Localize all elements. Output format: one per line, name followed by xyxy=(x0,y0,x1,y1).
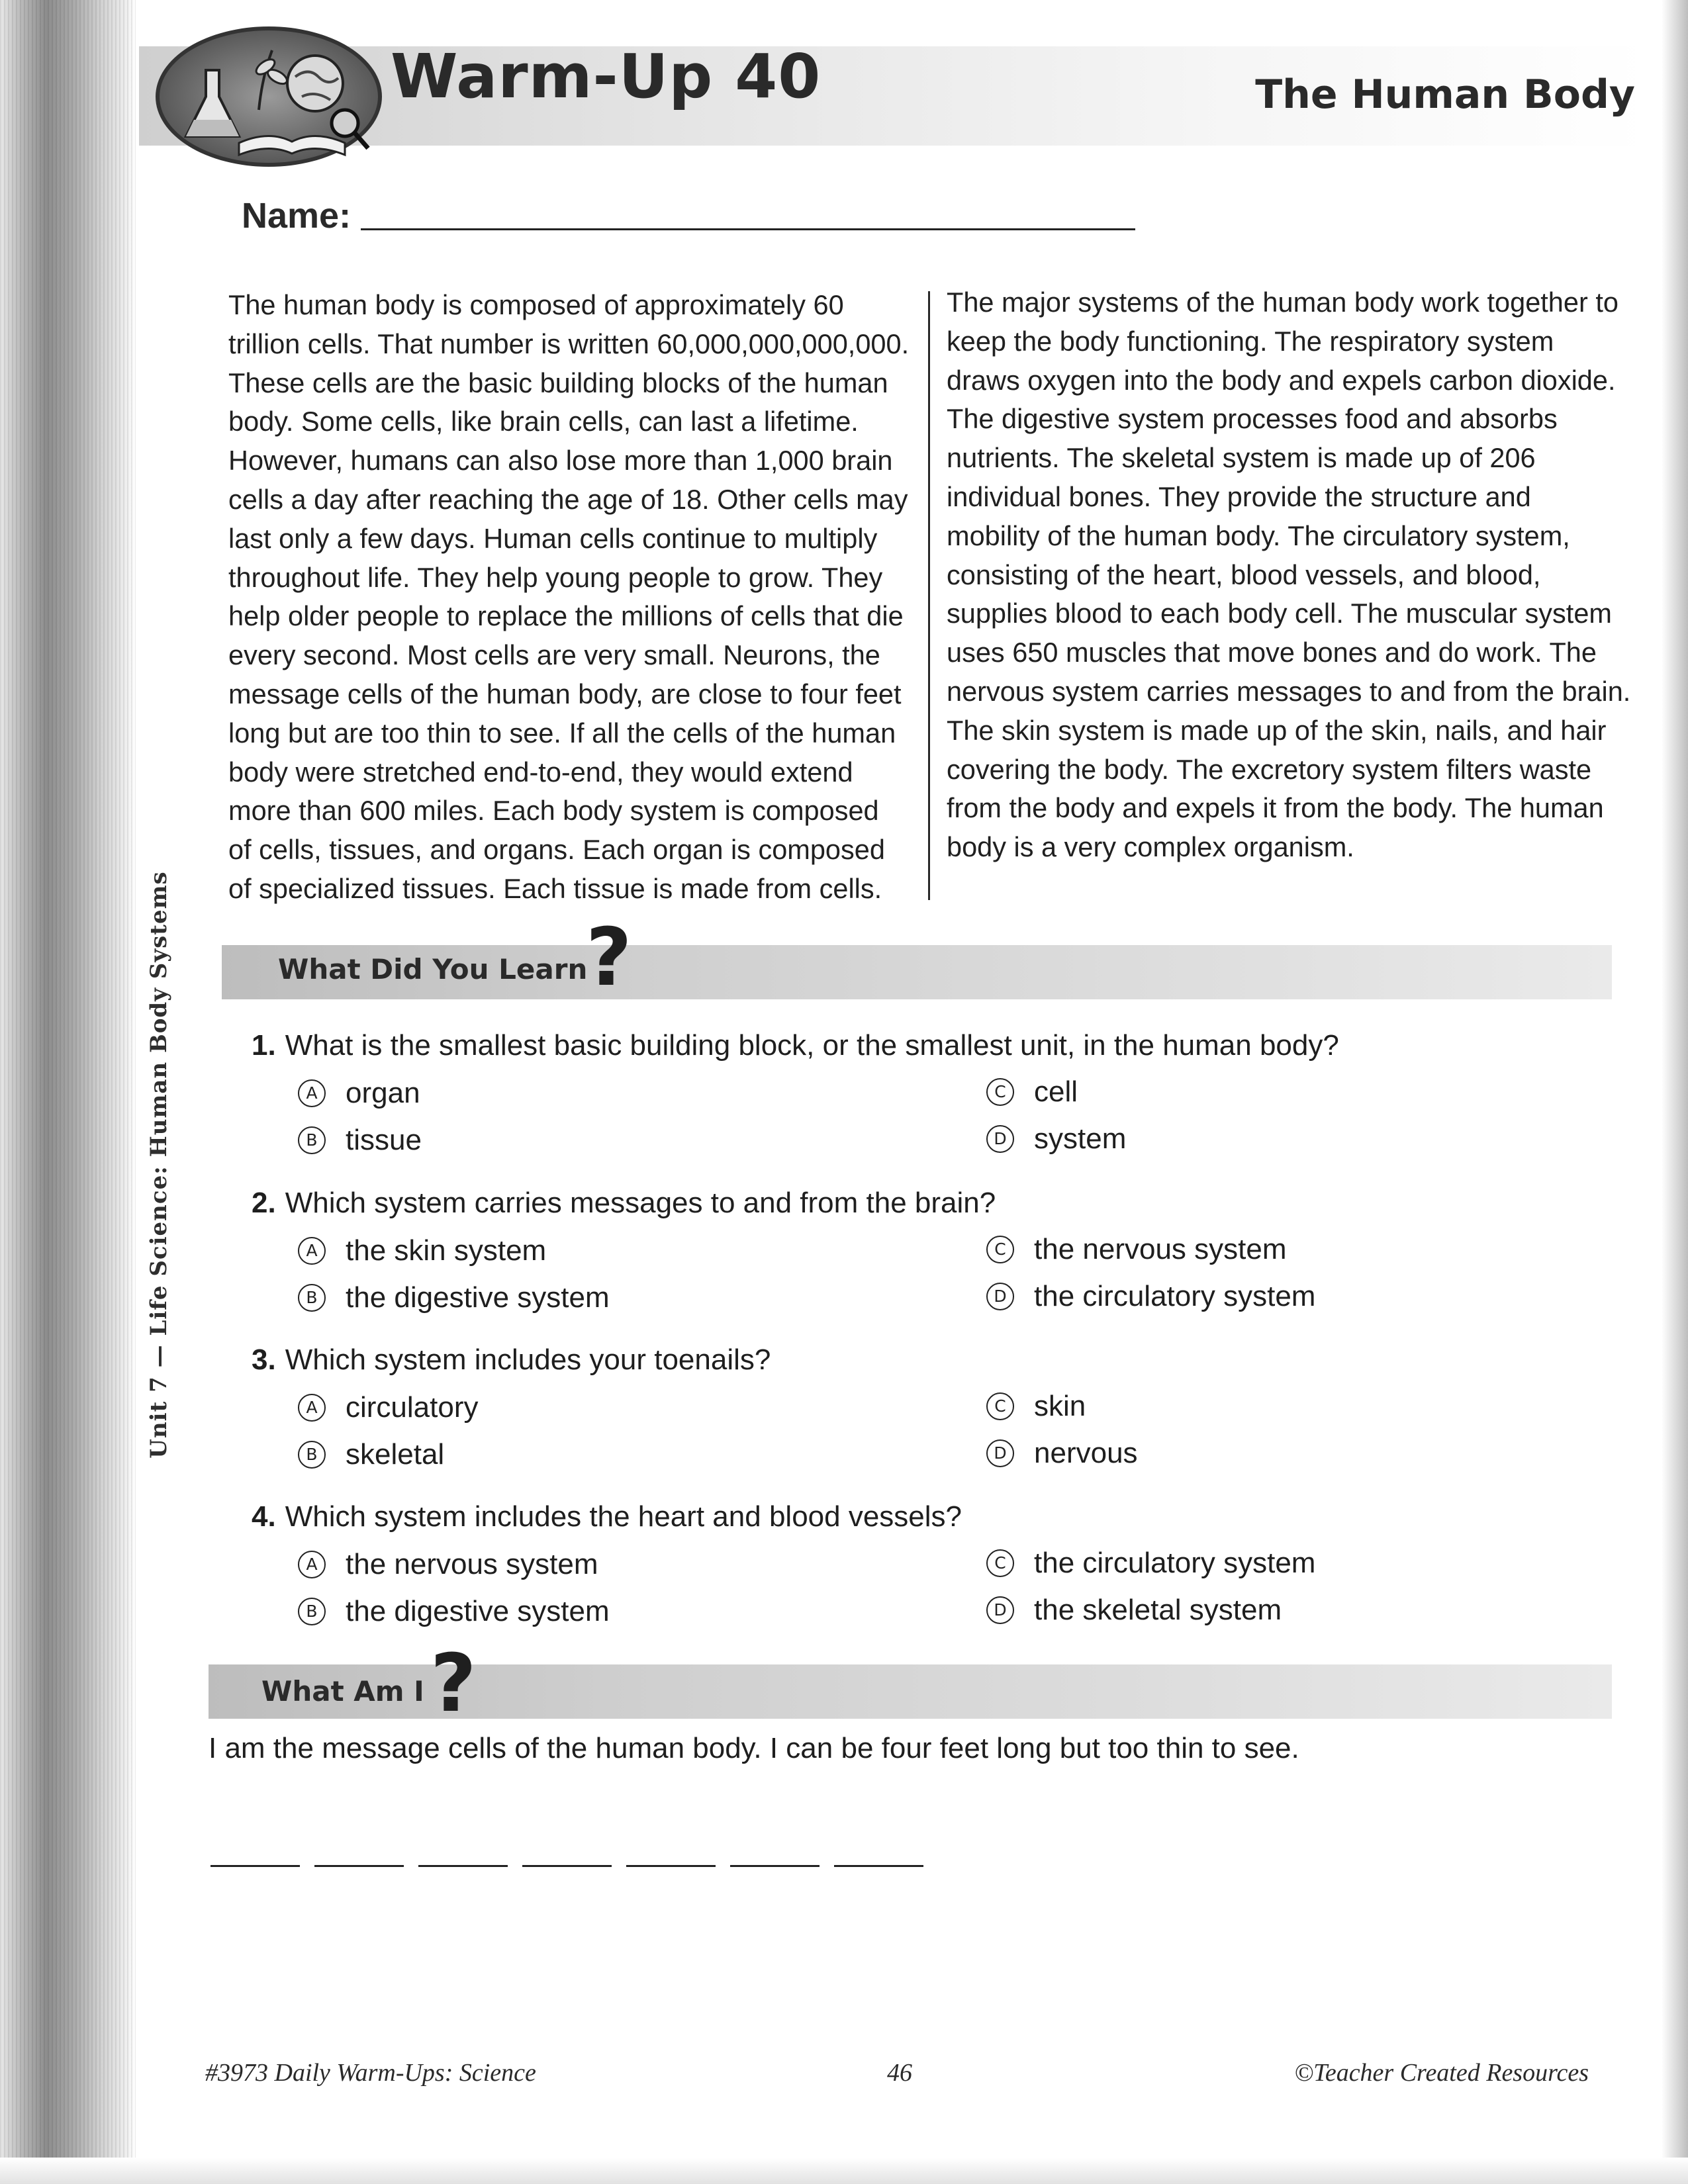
unit-side-label: Unit 7 — Life Science: Human Body Systems xyxy=(146,871,172,1459)
passage-line: These cells are the basic building blocks of the human xyxy=(228,367,888,398)
question-text: Which system includes the heart and blood vessels? xyxy=(285,1500,962,1533)
answer-text: the nervous system xyxy=(346,1548,598,1580)
answer-text: circulatory xyxy=(346,1391,479,1424)
answer-option-d[interactable] xyxy=(986,1280,1315,1313)
answer-bubble[interactable]: C xyxy=(986,1078,1014,1106)
answer-bubble[interactable]: C xyxy=(986,1392,1014,1420)
answer-option-d[interactable] xyxy=(986,1594,1282,1627)
passage-left-column xyxy=(228,286,917,909)
answer-bubble[interactable]: A xyxy=(298,1551,326,1578)
passage-line: of cells, tissues, and organs. Each organ is composed xyxy=(228,834,885,866)
answer-bubble[interactable]: B xyxy=(298,1284,326,1312)
answer-option-b[interactable] xyxy=(298,1124,422,1157)
question-stem xyxy=(252,1500,962,1533)
answer-text: organ xyxy=(346,1077,420,1109)
answer-blank[interactable] xyxy=(730,1865,820,1867)
warmup-title: Warm-Up 40 xyxy=(391,41,821,112)
answer-option-d[interactable] xyxy=(986,1122,1126,1156)
question-mark-icon: ? xyxy=(430,1638,477,1730)
answer-bubble[interactable]: C xyxy=(986,1549,1014,1577)
passage-line: mobility of the human body. The circulatory system, xyxy=(947,520,1570,551)
question-number: 2. xyxy=(252,1187,276,1219)
question-text: Which system includes your toenails? xyxy=(285,1343,771,1376)
answer-blank[interactable] xyxy=(834,1865,923,1867)
passage-line: body were stretched end-to-end, they would extend xyxy=(228,756,853,788)
answer-blank[interactable] xyxy=(418,1865,508,1867)
answer-blank[interactable] xyxy=(522,1865,612,1867)
passage-line: uses 650 muscles that move bones and do work. The xyxy=(947,637,1597,668)
question-mark-icon: ? xyxy=(586,912,632,1004)
scan-binding-edge xyxy=(0,0,136,2184)
question-number: 1. xyxy=(252,1029,276,1062)
topic-title: The Human Body xyxy=(1255,71,1635,118)
question-number: 4. xyxy=(252,1500,276,1533)
passage-line: The digestive system processes food and absorbs xyxy=(947,403,1558,435)
answer-blank[interactable] xyxy=(211,1865,300,1867)
answer-bubble[interactable]: B xyxy=(298,1126,326,1154)
answer-option-a[interactable] xyxy=(298,1234,546,1267)
what-did-you-learn-title: What Did You Learn xyxy=(278,953,588,985)
passage-line: body is a very complex organism. xyxy=(947,831,1354,863)
answer-bubble[interactable]: A xyxy=(298,1394,326,1422)
footer-book-title: #3973 Daily Warm-Ups: Science xyxy=(205,2059,536,2087)
passage-line: The skin system is made up of the skin, nails, and hair xyxy=(947,714,1607,746)
passage-line: covering the body. The excretory system filters waste xyxy=(947,753,1592,785)
passage-line: long but are too thin to see. If all the cells of the human xyxy=(228,717,896,749)
passage-line: nutrients. The skeletal system is made up of 206 xyxy=(947,442,1536,474)
name-input-line[interactable] xyxy=(361,228,1135,230)
passage-line: throughout life. They help young people to grow. They xyxy=(228,561,883,593)
footer-page-number: 46 xyxy=(887,2059,912,2087)
what-did-you-learn-bar xyxy=(222,912,1612,1004)
answer-text: the skin system xyxy=(346,1234,547,1267)
what-am-i-title: What Am I xyxy=(261,1675,424,1707)
answer-option-b[interactable] xyxy=(298,1281,610,1314)
passage-line: nervous system carries messages to and from the brain. xyxy=(947,675,1631,707)
answer-bubble[interactable]: D xyxy=(986,1596,1014,1624)
passage-line: cells a day after reaching the age of 18. Other cells may xyxy=(228,483,908,515)
scan-right-edge xyxy=(1662,0,1688,2184)
passage-line: draws oxygen into the body and expels carbon dioxide. xyxy=(947,364,1616,396)
passage-line: keep the body functioning. The respiratory system xyxy=(947,325,1554,357)
answer-bubble[interactable]: D xyxy=(986,1439,1014,1467)
answer-text: tissue xyxy=(346,1124,422,1156)
passage-line: more than 600 miles. Each body system is composed xyxy=(228,795,879,827)
passage-line: individual bones. They provide the structure and xyxy=(947,480,1531,512)
answer-option-c[interactable] xyxy=(986,1547,1315,1580)
question-text: Which system carries messages to and from the brain? xyxy=(285,1187,996,1219)
question-number: 3. xyxy=(252,1343,276,1376)
question-stem xyxy=(252,1029,1339,1062)
passage-line: trillion cells. That number is written 60,000,000,000,000. xyxy=(228,328,910,359)
answer-bubble[interactable]: C xyxy=(986,1236,1014,1263)
passage-line: body. Some cells, like brain cells, can last a lifetime. xyxy=(228,406,859,437)
answer-bubble[interactable]: D xyxy=(986,1125,1014,1153)
science-lab-icon xyxy=(156,26,382,167)
passage-line: every second. Most cells are very small. Neurons, the xyxy=(228,639,880,671)
answer-option-c[interactable] xyxy=(986,1233,1287,1266)
passage-line: of specialized tissues. Each tissue is made from cells. xyxy=(228,872,882,904)
answer-option-c[interactable] xyxy=(986,1390,1086,1423)
passage-line: consisting of the heart, blood vessels, and blood, xyxy=(947,559,1541,590)
answer-option-c[interactable] xyxy=(986,1075,1078,1109)
name-label: Name: xyxy=(242,196,352,236)
passage-line: last only a few days. Human cells continue to multiply xyxy=(228,522,878,554)
answer-blank[interactable] xyxy=(314,1865,404,1867)
answer-text: nervous xyxy=(1034,1437,1138,1469)
answer-bubble[interactable]: A xyxy=(298,1079,326,1107)
answer-option-a[interactable] xyxy=(298,1548,598,1581)
answer-option-a[interactable] xyxy=(298,1077,420,1110)
passage-line: help older people to replace the millions of cells that die xyxy=(228,600,904,632)
question-stem xyxy=(252,1187,996,1220)
answer-bubble[interactable]: B xyxy=(298,1441,326,1469)
scan-bottom-edge xyxy=(0,2158,1688,2184)
answer-text: the digestive system xyxy=(346,1595,610,1627)
answer-blank[interactable] xyxy=(626,1865,716,1867)
answer-text: skeletal xyxy=(346,1438,445,1471)
answer-text: the digestive system xyxy=(346,1281,610,1314)
answer-text: the skeletal system xyxy=(1034,1594,1282,1626)
answer-option-a[interactable] xyxy=(298,1391,479,1424)
what-am-i-bar xyxy=(209,1638,1612,1730)
question-stem xyxy=(252,1343,771,1377)
answer-option-b[interactable] xyxy=(298,1438,444,1471)
passage-line: The human body is composed of approximately 60 xyxy=(228,289,844,320)
riddle-text: I am the message cells of the human body. I can be four feet long but too thin to see. xyxy=(209,1732,1299,1764)
answer-option-b[interactable] xyxy=(298,1595,610,1628)
passage-line: from the body and expels it from the body. The human xyxy=(947,792,1604,824)
answer-bubble[interactable]: A xyxy=(298,1237,326,1265)
question-text: What is the smallest basic building block, or the smallest unit, in the human body? xyxy=(285,1029,1339,1062)
passage-line: The major systems of the human body work together to xyxy=(947,287,1618,318)
answer-text: the circulatory system xyxy=(1034,1280,1316,1312)
footer-publisher: ©Teacher Created Resources xyxy=(1294,2059,1589,2087)
answer-text: the circulatory system xyxy=(1034,1547,1316,1579)
answer-text: cell xyxy=(1034,1075,1078,1108)
passage-line: message cells of the human body, are close to four feet xyxy=(228,678,902,709)
answer-text: the nervous system xyxy=(1034,1233,1287,1265)
answer-option-d[interactable] xyxy=(986,1437,1138,1470)
passage-line: However, humans can also lose more than 1,000 brain xyxy=(228,445,893,477)
passage-line: supplies blood to each body cell. The muscular system xyxy=(947,598,1612,629)
answer-blanks xyxy=(211,1865,923,1867)
column-divider xyxy=(928,291,930,900)
answer-bubble[interactable]: B xyxy=(298,1598,326,1625)
answer-text: system xyxy=(1034,1122,1127,1155)
answer-text: skin xyxy=(1034,1390,1086,1422)
passage-right-column xyxy=(947,283,1642,867)
answer-bubble[interactable]: D xyxy=(986,1283,1014,1310)
